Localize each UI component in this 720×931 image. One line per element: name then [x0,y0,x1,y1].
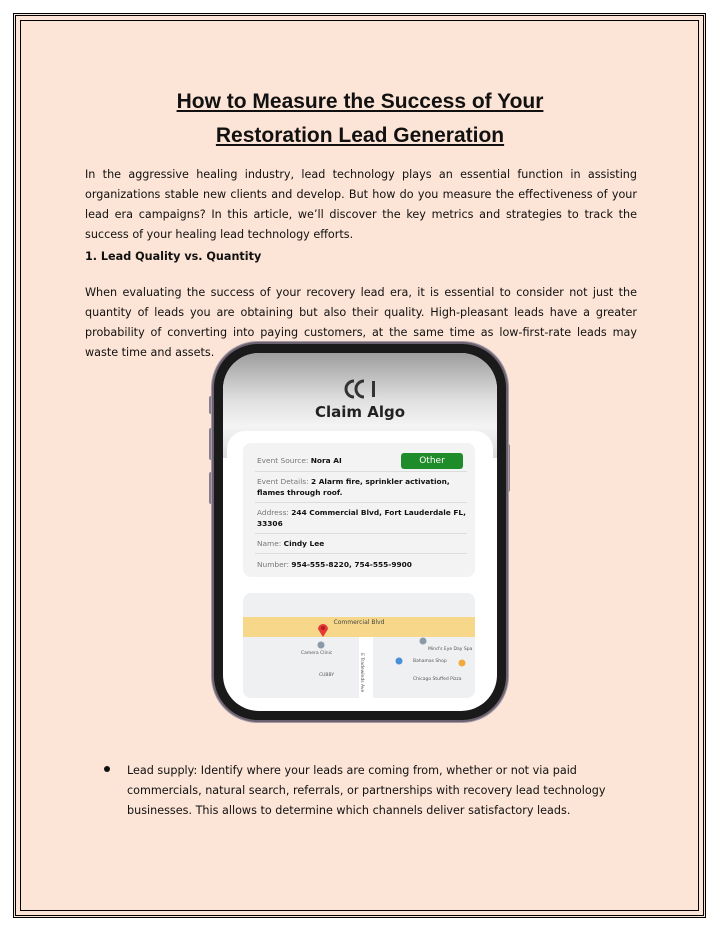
divider [255,553,467,554]
map-place-label: Chicago Stuffed Pizza [413,677,462,682]
phone-screen [223,353,497,711]
section-heading: 1. Lead Quality vs. Quantity [85,250,262,263]
lead-row-event-source [257,455,467,466]
row-label: Name: [257,539,284,548]
lead-row-address [257,507,467,529]
document-title-line-1: How to Measure the Success of Your [176,90,544,113]
map-pin-icon [317,623,329,637]
category-badge[interactable]: Other [401,453,463,469]
row-value: 2 Alarm fire, sprinkler activation, flames through roof. [257,477,450,497]
phone-volume-up-button [209,428,213,460]
bullet-point [104,766,110,772]
map-poi-icon [317,641,325,649]
intro-paragraph: In the aggressive healing industry, lead technology plays an essential function in assisting organizations stable new clients and develop. But how do you measure the effectiveness of your lead era campaigns? In this article, we’ll discover the key metrics and strategies to track the success of your healing lead technology efforts. [85,168,637,241]
map-poi-icon [458,659,466,667]
lead-card [243,443,475,577]
row-label: Number: [257,560,292,569]
row-label: Event Source: [257,456,311,465]
divider [255,533,467,534]
row-label: Address: [257,508,292,517]
row-label: Event Details: [257,477,311,486]
map-side-street-label: E Tradewinds Ave [359,653,364,693]
row-value: 244 Commercial Blvd, Fort Lauderdale FL, 33306 [257,508,466,528]
phone-side-button [209,396,213,414]
map-street-label: Commercial Blvd [333,619,385,626]
logo-text: Claim Algo [314,403,406,421]
row-value: Cindy Lee [283,539,325,548]
lead-row-number [257,559,467,570]
map-place-label: CUBBY [319,673,335,678]
map-place-label: Bahamas Shop [413,659,447,664]
bullet-item: Lead supply: Identify where your leads are coming from, whether or not via paid commercials, natural search, referrals, or partnerships with recovery lead technology businesses. This allows to determine which channels deliver satisfactory leads. [127,764,606,817]
location-map[interactable] [243,593,475,698]
document-title-line-2: Restoration Lead Generation [215,124,505,147]
divider [255,471,467,472]
claim-algo-logo-icon [344,379,380,399]
divider [255,502,467,503]
lead-row-name [257,538,467,549]
row-value: 954-555-8220, 754-555-9900 [291,560,412,569]
row-value: Nora AI [310,456,342,465]
map-place-label: Mind's Eye Day Spa [428,647,473,652]
phone-body [214,344,506,720]
phone-power-button [506,444,510,492]
map-poi-icon [395,657,403,665]
phone-volume-down-button [209,472,213,504]
map-place-label: Camera Clinic [301,651,333,656]
lead-row-event-details [257,476,467,498]
map-poi-icon [419,637,427,645]
section-paragraph: When evaluating the success of your recovery lead era, it is essential to consider not just the quantity of leads you are obtaining but also their quality. High-pleasant leads have a greater probability of converting into paying customers, at the same time as low-first-rate leads may waste time and assets. [85,286,637,359]
